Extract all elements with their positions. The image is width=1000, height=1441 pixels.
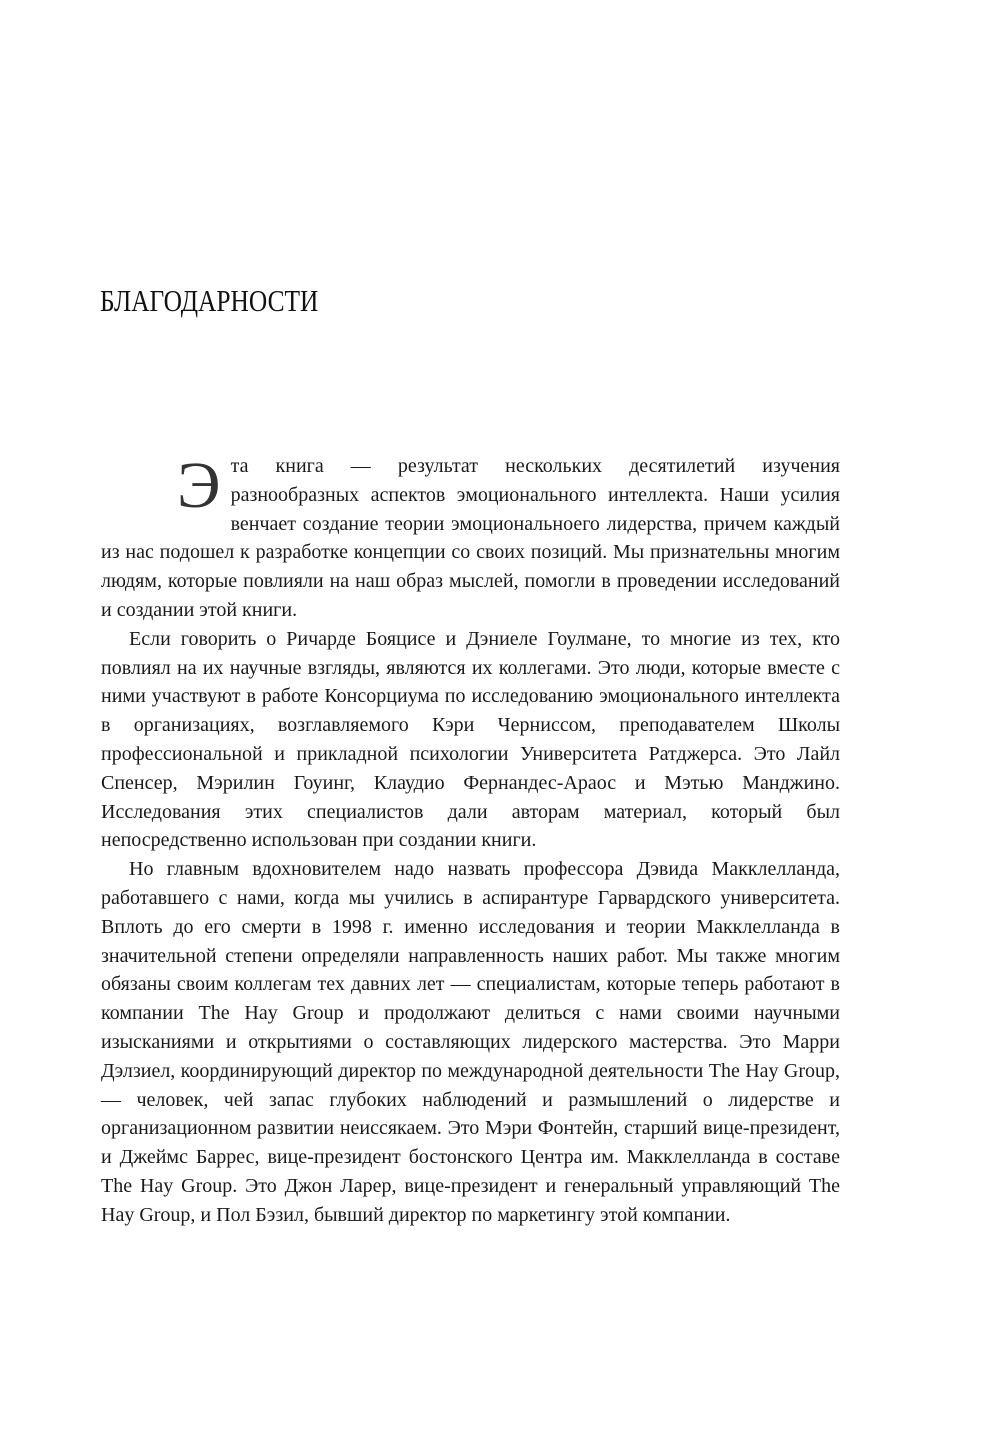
paragraph-1 [101,449,840,625]
paragraph-2: Если говорить о Ричарде Бояцисе и Дэниеле Гоулмане, то многие из тех, кто повлиял на их научные взгляды, являются их коллегами. Это люди, которые вместе с ними участвуют в работе Консорциума по исследованию эмоционального интеллекта в организациях, возглавляемого Кэри Черниссом, преподавателем Школы профессиональной и прикладной психологии Университета Ратджерса. Это Лайл Спенсер, Мэрилин Гоуинг, Клаудио Фернандес-Араос и Мэтью Манджино. Исследования этих специалистов дали авторам материал, который был непосредственно использован при создании книги. [101,627,840,852]
paragraph-1-text: та книга — результат нескольких десятилетий изучения разнообразных аспектов эмоционального интеллекта. Наши усилия венчает создание теории эмоциональноего лидерства, причем каждый из нас подошел к разработке концепции со своих позиций. Мы признательны многим людям, которые повлияли на наш образ мыслей, помогли в проведении исследований и создании этой книги. [101,455,840,621]
drop-cap: Э [177,449,221,522]
body-text [101,449,840,1230]
paragraph-3: Но главным вдохновителем надо назвать профессора Дэвида Макклелланда, работавшего с нами, когда мы учились в аспирантуре Гарвардского университета. Вплоть до его смерти в 1998 г. именно исследования и теории Макклелланда в значительной степени определяли направленность наших работ. Мы также многим обязаны своим коллегам тех давних лет — специалистам, которые теперь работают в компании The Hay Group и продолжают делиться с нами своими научными изысканиями и открытиями о составляющих лидерского мастерства. Это Марри Дэлзиел, координирующий директор по международной деятельности The Hay Group, — человек, чей запас глубоких наблюдений и размышлений о лидерстве и организационном развитии неиссякаем. Это Мэри Фонтейн, старший вице-президент, и Джеймс Баррес, вице-президент бостонского Центра им. Макклелланда в составе The Hay Group. Это Джон Ларер, вице-президент и генеральный управляющий The Hay Group, и Пол Бэзил, бывший директор по маркетингу этой компании. [101,858,840,1226]
chapter-title: БЛАГОДАРНОСТИ [100,283,319,318]
